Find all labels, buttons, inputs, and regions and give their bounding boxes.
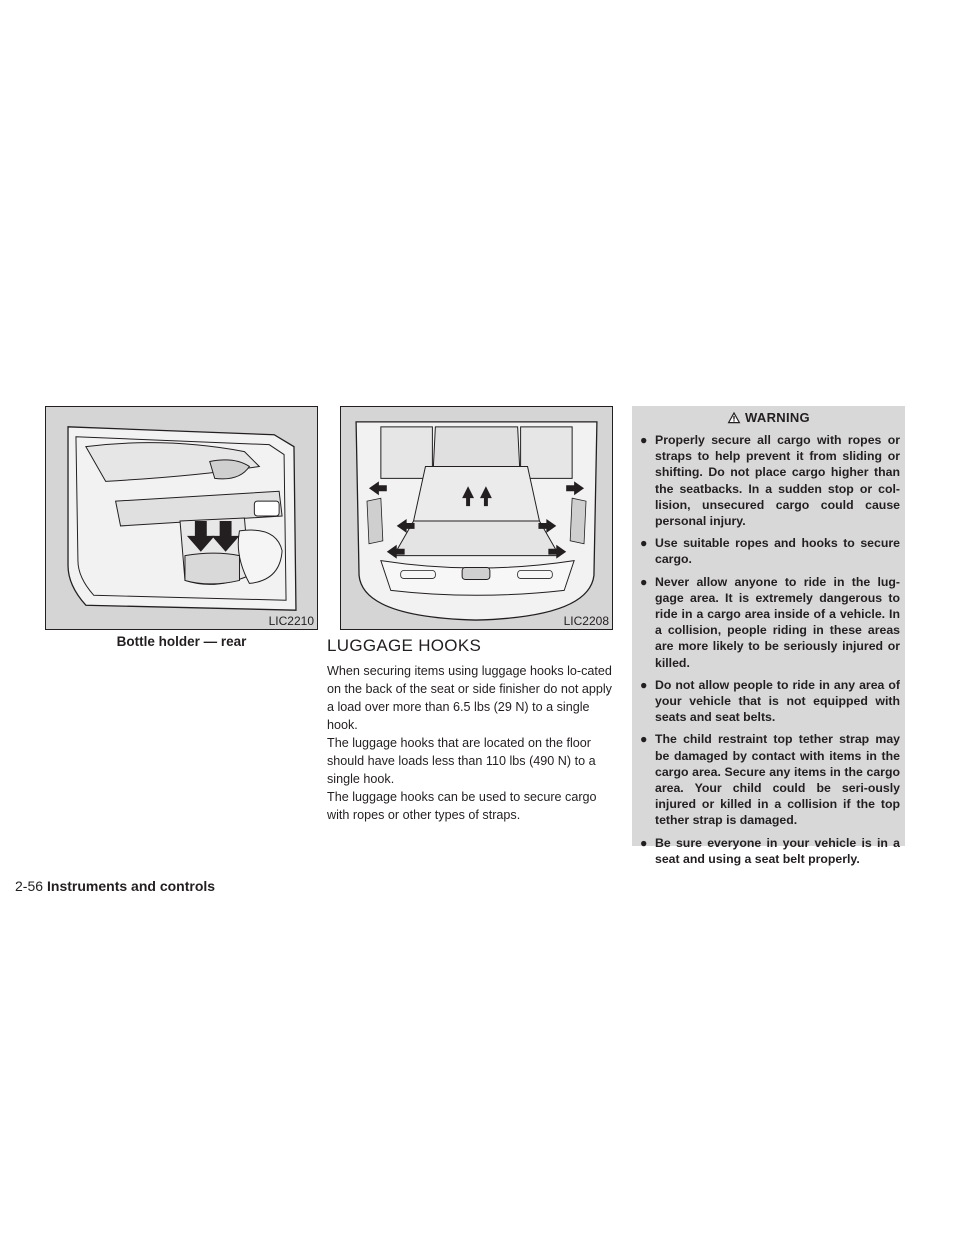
warning-item: ● Be sure everyone in your vehicle is in a seat and using a seat belt properly. xyxy=(640,835,900,866)
figure-caption: Bottle holder — rear xyxy=(116,634,247,649)
paragraph: When securing items using luggage hooks lo-cated on the back of the seat or side finisher do not apply a load over more than 6.5 lbs (29 N) to a single hook. xyxy=(327,664,612,732)
page-footer xyxy=(15,878,215,894)
paragraph: The luggage hooks that are located on the floor should have loads less than 110 lbs (490 N) to a single hook. xyxy=(327,736,596,786)
figure-code: LIC2208 xyxy=(563,614,609,628)
warning-item: ● The child restraint top tether strap may be damaged by contact with items in the cargo area. Secure any items in the cargo area. Your child could be seri-ously injured or killed in a collision if the top tether strap is damaged. xyxy=(640,732,900,828)
figure-code: LIC2210 xyxy=(268,614,314,628)
cargo-area-illustration xyxy=(341,407,612,629)
warning-item: ● Do not allow people to ride in any area of your vehicle that is not equipped with seats and seat belts. xyxy=(640,677,900,725)
bullet-icon: ● xyxy=(640,835,648,850)
page-number: 2-56 xyxy=(15,878,44,894)
warning-item: ● Properly secure all cargo with ropes or straps to help prevent it from sliding or shifting. Do not place cargo higher than the seatbacks. In a sudden stop or col-lision, unsecured cargo could cause personal injury. xyxy=(640,433,900,529)
warning-box xyxy=(632,406,905,866)
luggage-hooks-figure xyxy=(340,406,613,630)
bottle-holder-figure xyxy=(45,406,318,630)
bullet-icon: ● xyxy=(640,433,648,447)
warning-header xyxy=(632,406,905,428)
footer-section-name: Instruments and controls xyxy=(47,878,216,894)
warning-title: WARNING xyxy=(745,409,810,425)
bullet-icon: ● xyxy=(640,732,648,747)
warning-item: ● Never allow anyone to ride in the lug-gage area. It is extremely dangerous to ride in a cargo area inside of a vehicle. In a collision, people riding in these areas are more likely to be seriously injured or killed. xyxy=(640,574,900,670)
warning-icon xyxy=(727,411,741,424)
warning-item: ● Use suitable ropes and hooks to secure cargo. xyxy=(640,536,900,567)
warning-list xyxy=(640,432,900,873)
bullet-icon: ● xyxy=(640,574,648,589)
section-title: LUGGAGE HOOKS xyxy=(327,636,482,655)
bullet-icon: ● xyxy=(640,536,648,551)
bullet-icon: ● xyxy=(640,677,648,692)
paragraph: The luggage hooks can be used to secure cargo with ropes or other types of straps. xyxy=(327,790,597,822)
door-panel-illustration xyxy=(46,407,317,629)
